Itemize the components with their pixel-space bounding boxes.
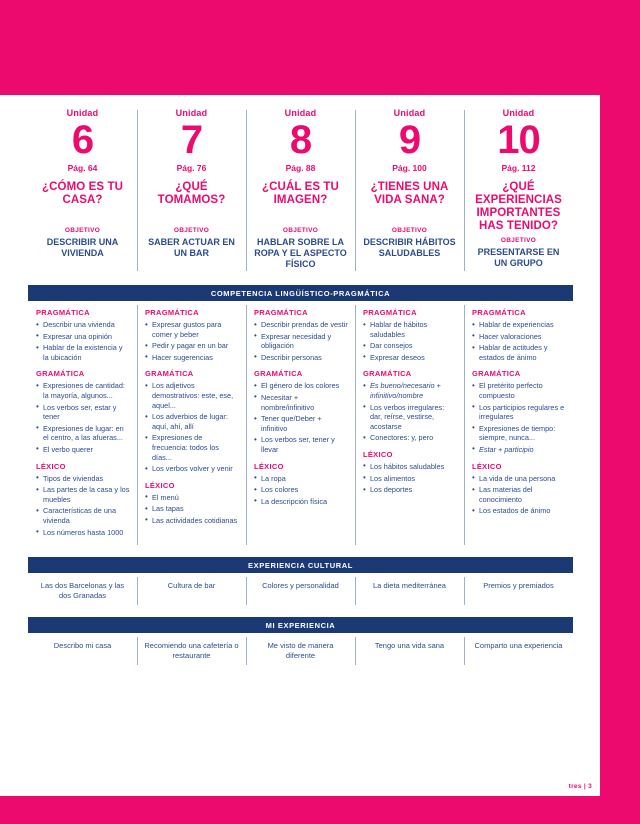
unit-header-7 xyxy=(137,108,246,277)
mi-experiencia-9: Tengo una vida sana xyxy=(355,633,464,669)
list-item: • Hablar de experiencias xyxy=(472,320,566,330)
list-item: • Hablar de hábitos saludables xyxy=(363,320,457,339)
list-item: • Los estados de ánimo xyxy=(472,506,566,516)
competencia-col-7 xyxy=(137,301,246,549)
unit-header-8 xyxy=(246,108,355,277)
list-item: • Expresiones de lugar: en el centro, a las afueras... xyxy=(36,424,130,443)
list-item: • Expresar gustos para comer y beber xyxy=(145,320,239,339)
category-title: LÉXICO xyxy=(36,461,66,471)
category-title: GRAMÁTICA xyxy=(472,369,521,379)
list-item: • Los colores xyxy=(254,485,348,495)
objetivo-text: PRESENTARSE EN UN GRUPO xyxy=(477,247,560,268)
list-item: • Tipos de viviendas xyxy=(36,474,130,484)
unit-page: Pág. 100 xyxy=(392,163,427,173)
list-item: • Los participios regulares e irregulares xyxy=(472,403,566,422)
list-item: • Los verbos irregulares: dar, reírse, vestirse, acostarse xyxy=(363,403,457,432)
mi-experiencia-6: Describo mi casa xyxy=(53,641,112,651)
list-item: • Las materias del conocimiento xyxy=(472,485,566,504)
list-item: • Describir prendas de vestir xyxy=(254,320,348,330)
list-item: • Hacer sugerencias xyxy=(145,353,239,363)
list-item: • Los deportes xyxy=(363,485,457,495)
right-magenta-rail xyxy=(600,0,640,824)
objetivo-label: OBJETIVO xyxy=(282,227,319,234)
experiencia-cultural-8: Colores y personalidad xyxy=(246,573,355,609)
mi-experiencia-row xyxy=(28,633,573,669)
unit-header-row xyxy=(28,108,573,277)
list-item: • Estar + participio xyxy=(472,445,566,455)
unit-title: ¿CÓMO ES TU CASA? xyxy=(42,181,123,206)
category-title: LÉXICO xyxy=(254,461,284,471)
category-items xyxy=(363,320,457,362)
mi-experiencia-10: Comparto una experiencia xyxy=(464,633,573,669)
list-item: • Los verbos ser, estar y tener xyxy=(36,403,130,422)
unidad-label: Unidad xyxy=(66,108,99,118)
category-title: PRAGMÁTICA xyxy=(254,308,308,317)
list-item: • Dar consejos xyxy=(363,341,457,351)
list-item: • Las tapas xyxy=(145,504,239,514)
category-title: GRAMÁTICA xyxy=(254,369,303,379)
competencia-col-10 xyxy=(464,301,573,549)
list-item: • Hablar de actitudes y estados de ánimo xyxy=(472,343,566,362)
unit-page: Pág. 64 xyxy=(67,163,98,173)
competencia-col-8 xyxy=(246,301,355,549)
list-item: • El pretérito perfecto compuesto xyxy=(472,381,566,400)
list-item: • Conectores: y, pero xyxy=(363,433,457,443)
unit-number: 8 xyxy=(289,118,312,162)
unit-page: Pág. 112 xyxy=(501,163,536,173)
category-title: GRAMÁTICA xyxy=(363,369,412,379)
list-item: • Las partes de la casa y los muebles xyxy=(36,485,130,504)
category-title: GRAMÁTICA xyxy=(36,369,85,379)
list-item: • Expresiones de frecuencia: todos los días... xyxy=(145,433,239,462)
list-item: • Tener que/Deber + infinitivo xyxy=(254,414,348,433)
list-item: • Los hábitos saludables xyxy=(363,462,457,472)
list-item: • Pedir y pagar en un bar xyxy=(145,341,239,351)
list-item: • Hablar de la existencia y la ubicación xyxy=(36,343,130,362)
list-item: • El género de los colores xyxy=(254,381,348,391)
unidad-label: Unidad xyxy=(393,108,426,118)
unit-header-6 xyxy=(28,108,137,277)
experiencia-cultural-9: La dieta mediterránea xyxy=(355,573,464,609)
unit-title: ¿QUÉ TOMAMOS? xyxy=(157,181,226,206)
category-title: LÉXICO xyxy=(145,480,175,490)
category-items xyxy=(472,381,566,454)
unit-title: ¿QUÉ EXPERIENCIAS IMPORTANTES HAS TENIDO? xyxy=(475,181,562,232)
objetivo-label: OBJETIVO xyxy=(391,227,428,234)
unit-number: 6 xyxy=(71,118,94,162)
category-title: LÉXICO xyxy=(472,461,502,471)
experiencia-cultural-10: Premios y premiados xyxy=(464,573,573,609)
objetivo-text: DESCRIBIR UNA VIVIENDA xyxy=(46,237,119,258)
unidad-label: Unidad xyxy=(175,108,208,118)
list-item: • Describir personas xyxy=(254,353,348,363)
list-item: • El menú xyxy=(145,493,239,503)
section-bar-competencia: COMPETENCIA LINGÜÍSTICO-PRAGMÁTICA xyxy=(28,285,573,301)
unidad-label: Unidad xyxy=(284,108,317,118)
unit-header-9 xyxy=(355,108,464,277)
list-item: • Las actividades cotidianas xyxy=(145,516,239,526)
category-items xyxy=(254,320,348,362)
experiencia-cultural-7: Cultura de bar xyxy=(137,573,246,609)
category-title: GRAMÁTICA xyxy=(145,369,194,379)
category-items xyxy=(472,474,566,516)
unit-page: Pág. 88 xyxy=(285,163,316,173)
list-item: • El verbo querer xyxy=(36,445,130,455)
list-item: • Necesitar + nombre/infinitivo xyxy=(254,393,348,412)
list-item: • Expresiones de tiempo: siempre, nunca... xyxy=(472,424,566,443)
list-item: • Expresar deseos xyxy=(363,353,457,363)
unit-header-10 xyxy=(464,108,573,277)
unit-page: Pág. 76 xyxy=(176,163,207,173)
list-item: • Describir una vivienda xyxy=(36,320,130,330)
objetivo-text: HABLAR SOBRE LA ROPA Y EL ASPECTO FÍSICO xyxy=(254,237,347,269)
category-items xyxy=(254,381,348,454)
competencia-body xyxy=(28,301,573,549)
category-items xyxy=(254,474,348,507)
category-items xyxy=(145,493,239,526)
unit-title: ¿TIENES UNA VIDA SANA? xyxy=(370,181,449,206)
experiencia-cultural-row xyxy=(28,573,573,609)
list-item: • Los verbos volver y venir xyxy=(145,464,239,474)
list-item: • Es bueno/necesario + infinitivo/nombre xyxy=(363,381,457,400)
category-title: PRAGMÁTICA xyxy=(145,308,199,317)
objetivo-text: SABER ACTUAR EN UN BAR xyxy=(148,237,235,258)
list-item: • Características de una vivienda xyxy=(36,506,130,525)
page-folio: tres | 3 xyxy=(568,783,592,790)
category-title: PRAGMÁTICA xyxy=(363,308,417,317)
unit-number: 9 xyxy=(398,118,421,162)
category-items xyxy=(36,320,130,362)
category-title: LÉXICO xyxy=(363,449,393,459)
category-items xyxy=(145,320,239,362)
category-title: PRAGMÁTICA xyxy=(472,308,526,317)
list-item: • Los alimentos xyxy=(363,474,457,484)
category-items xyxy=(363,462,457,495)
list-item: • La descripción física xyxy=(254,497,348,507)
list-item: • Hacer valoraciones xyxy=(472,332,566,342)
experiencia-cultural-6: Las dos Barcelonas y las dos Granadas xyxy=(40,581,125,601)
objetivo-label: OBJETIVO xyxy=(64,227,101,234)
objetivo-label: OBJETIVO xyxy=(500,237,537,244)
list-item: • Expresar una opinión xyxy=(36,332,130,342)
category-items xyxy=(36,381,130,454)
list-item: • La ropa xyxy=(254,474,348,484)
section-bar-mi-experiencia: MI EXPERIENCIA xyxy=(28,617,573,633)
top-banner xyxy=(0,0,600,95)
list-item: • Expresar necesidad y obligación xyxy=(254,332,348,351)
unit-title: ¿CUÁL ES TU IMAGEN? xyxy=(262,181,339,206)
list-item: • Los adverbios de lugar: aquí, ahí, allí xyxy=(145,412,239,431)
category-title: PRAGMÁTICA xyxy=(36,308,90,317)
category-items xyxy=(472,320,566,362)
list-item: • Los verbos ser, tener y llevar xyxy=(254,435,348,454)
objetivo-text: DESCRIBIR HÁBITOS SALUDABLES xyxy=(363,237,456,258)
list-item: • Los adjetivos demostrativos: este, ese, aquel... xyxy=(145,381,239,410)
list-item: • La vida de una persona xyxy=(472,474,566,484)
category-items xyxy=(36,474,130,538)
list-item: • Los números hasta 1000 xyxy=(36,528,130,538)
bottom-magenta-strip xyxy=(0,796,600,824)
mi-experiencia-8: Me visto de manera diferente xyxy=(246,633,355,669)
unit-number: 7 xyxy=(180,118,203,162)
category-items xyxy=(145,381,239,473)
category-items xyxy=(363,381,457,443)
competencia-col-6 xyxy=(28,301,137,549)
competencia-col-9 xyxy=(355,301,464,549)
list-item: • Expresiones de cantidad: la mayoría, algunos... xyxy=(36,381,130,400)
unit-number: 10 xyxy=(497,118,540,162)
mi-experiencia-7: Recomiendo una cafetería o restaurante xyxy=(137,633,246,669)
section-bar-experiencia-cultural: EXPERIENCIA CULTURAL xyxy=(28,557,573,573)
contents-table xyxy=(28,108,573,669)
objetivo-label: OBJETIVO xyxy=(173,227,210,234)
unidad-label: Unidad xyxy=(502,108,535,118)
